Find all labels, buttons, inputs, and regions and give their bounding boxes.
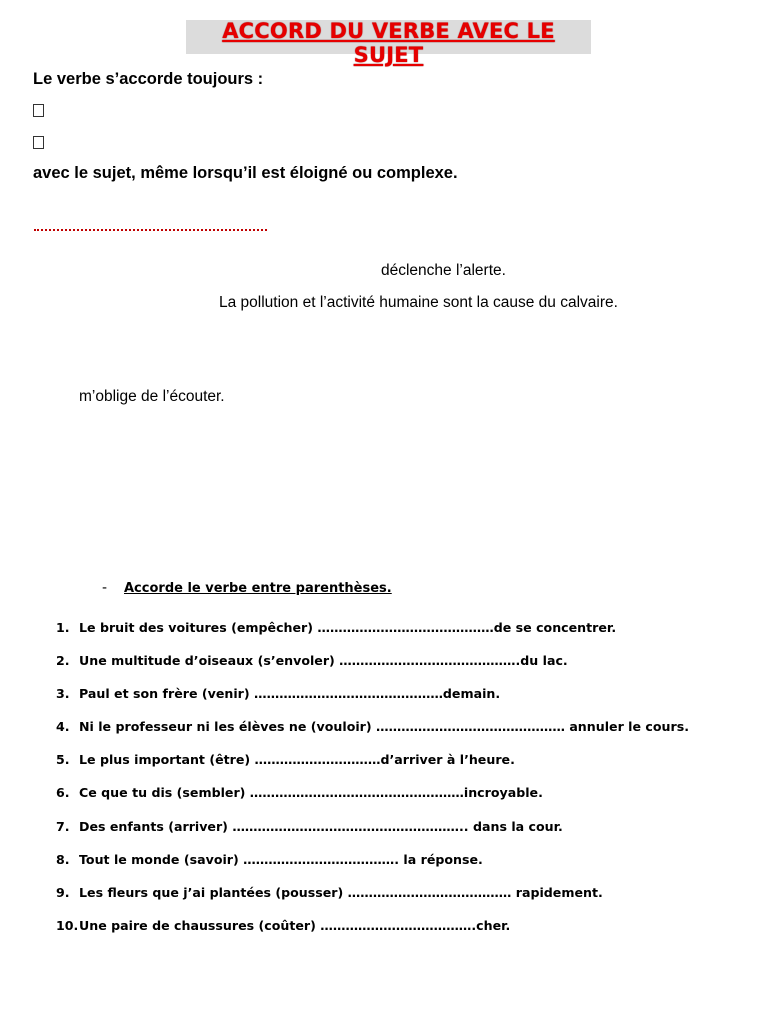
exercise-text: Les fleurs que j’ai plantées (pousser) ………………………………… rapidement. [79, 884, 603, 900]
example-sentence: La pollution et l’activité humaine sont la cause du calvaire. [219, 294, 618, 311]
exercise-text: Des enfants (arriver) ……………………………………………….. dans la cour. [79, 818, 563, 834]
exercise-number: 6. [56, 785, 70, 801]
exercise-number: 5. [56, 752, 70, 768]
exercise-text: Le bruit des voitures (empêcher) ……………………………………de se concentrer. [79, 620, 617, 635]
exercise-text: Une multitude d’oiseaux (s’envoler) …………………………………….du lac. [79, 653, 568, 669]
exercise-text: Paul et son frère (venir) ………………………………………demain. [79, 686, 501, 702]
exercise-number: 7. [56, 818, 70, 834]
intro-text: Le verbe s’accorde toujours : [33, 70, 264, 88]
exercise-number: 10. [56, 917, 79, 933]
missing-glyph-icon [33, 104, 44, 117]
exercise-text: Le plus important (être) …………………………d’arriver à l’heure. [79, 752, 515, 768]
exercise-text: Ce que tu dis (sembler) ……………………………………………incroyable. [79, 785, 543, 801]
exercise-number: 9. [56, 884, 70, 900]
exercise-item [56, 852, 689, 885]
exercise-number: 1. [56, 620, 70, 635]
exercise-list [56, 620, 689, 951]
exercise-item [56, 785, 689, 818]
page-title: ACCORD DU VERBE AVEC LE SUJET [222, 19, 555, 67]
exercise-item [56, 620, 689, 653]
exercise-number: 3. [56, 686, 70, 702]
exercise-item [56, 819, 689, 852]
exercise-item [56, 752, 689, 785]
exercise-number: 2. [56, 653, 70, 669]
exercise-item [56, 719, 689, 752]
instruction-bullet: - [102, 580, 108, 596]
example-sentence: m’oblige de l’écouter. [79, 388, 225, 405]
dotted-divider [34, 229, 267, 231]
exercise-text: Ni le professeur ni les élèves ne (vouloir) ……………………………………… annuler le cours. [79, 719, 689, 735]
exercise-number: 8. [56, 851, 70, 867]
exercise-number: 4. [56, 719, 70, 735]
exercise-item [56, 686, 689, 719]
missing-glyph-icon [33, 136, 44, 149]
rule-text: avec le sujet, même lorsqu’il est éloigné ou complexe. [33, 164, 458, 182]
example-sentence: déclenche l’alerte. [381, 262, 506, 279]
exercise-item [56, 885, 689, 918]
exercise-item [56, 653, 689, 686]
exercise-item [56, 918, 689, 951]
exercise-text: Une paire de chaussures (coûter) ……………………………….cher. [79, 917, 511, 933]
exercise-text: Tout le monde (savoir) ………………………………. la réponse. [79, 851, 483, 867]
instruction-heading: Accorde le verbe entre parenthèses. [124, 581, 392, 596]
